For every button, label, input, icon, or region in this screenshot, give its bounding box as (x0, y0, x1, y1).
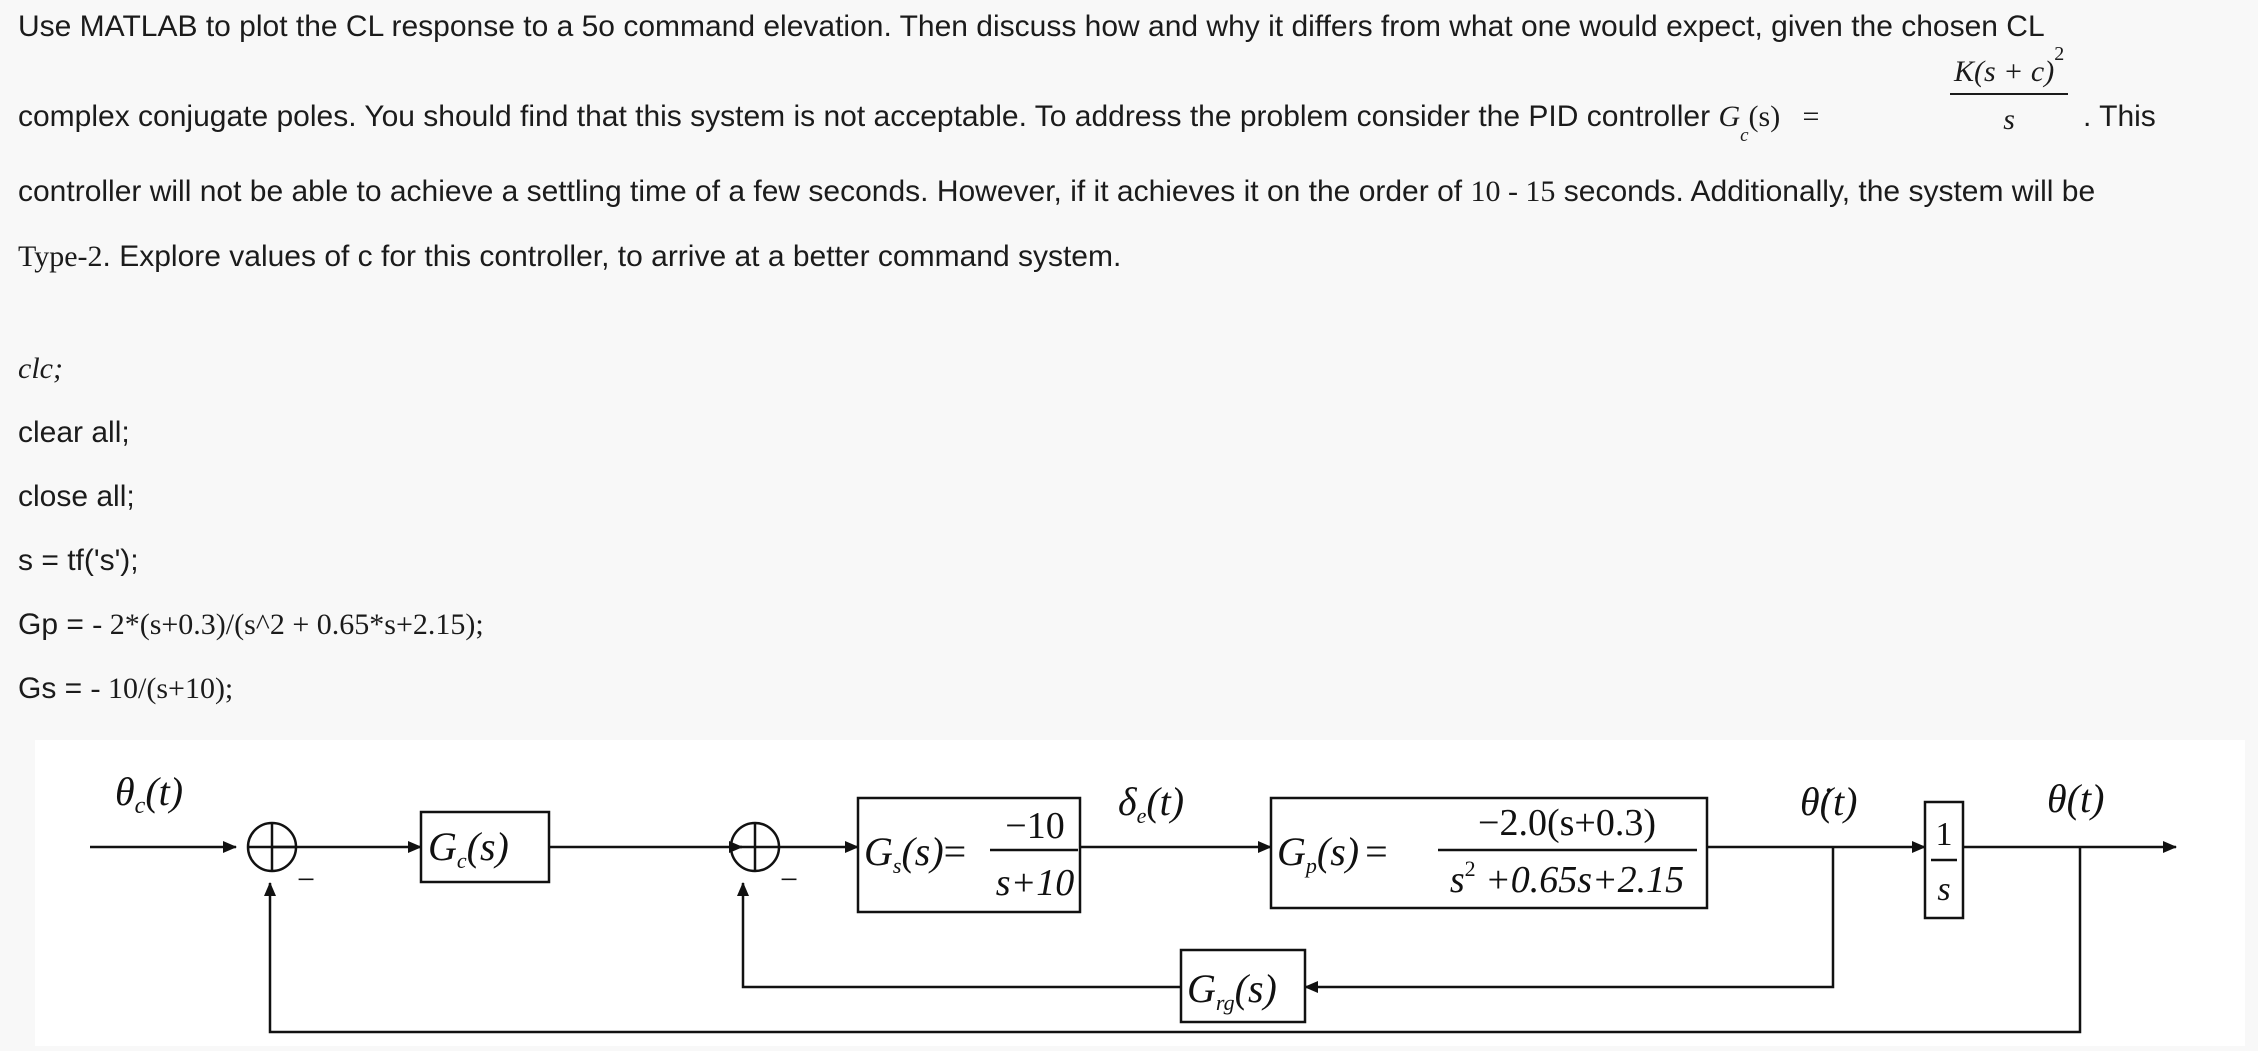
integrator-numerator: 1 (1935, 816, 1953, 853)
outer-feedback-arrow (270, 847, 2080, 1032)
sum1-minus: − (297, 861, 316, 897)
pid-exponent: 2 (2054, 43, 2065, 65)
problem-line-4: Type-2. Explore values of c for this controller, to arrive at a better command system. (18, 240, 1122, 273)
problem-line-2-text: complex conjugate poles. You should find that this system is not acceptable. To address the problem consider the PID controller (18, 100, 1711, 133)
pid-denominator: s (1950, 93, 2068, 135)
gs-denominator: s+10 (995, 862, 1075, 904)
code-line-gs: Gs = - 10/(s+10); (18, 672, 234, 705)
input-signal-label: $\theta_c(t)$ (115, 769, 184, 819)
gs-numerator: −10 (1005, 805, 1065, 847)
code-line-gp: Gp = - 2*(s+0.3)/(s^2 + 0.65*s+2.15); (18, 608, 484, 641)
pid-formula (1950, 43, 2068, 136)
gp-numerator: −2.0(s+0.3) (1478, 802, 1656, 844)
gp-label: $G_p(s)$ = (1277, 829, 1388, 878)
problem-line-2-end: . This (2083, 100, 2156, 133)
problem-line-1: Use MATLAB to plot the CL response to a 5o command elevation. Then discuss how and why it differs from what one would expect, given the chosen CL (18, 10, 2045, 43)
problem-line-2 (18, 100, 1833, 146)
output-signal-label: θ(t) (2047, 776, 2105, 821)
block-diagram-svg (35, 740, 2245, 1046)
code-line-close: close all; (18, 480, 135, 513)
gc-label: $G_c(s)$ (428, 824, 509, 873)
pid-numerator: K(s + c) (1954, 55, 2055, 88)
block-diagram (35, 740, 2245, 1046)
summing-junction-1 (248, 823, 296, 871)
code-line-clc: clc; (18, 352, 63, 385)
settling-range: 10 - 15 (1470, 175, 1556, 208)
equals-sign: = (1802, 100, 1820, 133)
type-2-label: Type-2 (18, 240, 103, 273)
pitch-rate-label: θ̇(t) (1800, 779, 1858, 824)
elevator-signal-label: $\delta_e(t)$ (1118, 779, 1185, 828)
summing-junction-2 (731, 823, 779, 871)
gp-denominator: $s^2 +0.65s+2.15$ (1449, 856, 1685, 901)
inner-feedback-arrow (743, 883, 1181, 987)
code-line-tf: s = tf('s'); (18, 544, 139, 577)
code-line-clear: clear all; (18, 416, 130, 449)
gs-label: $G_s(s)=$ (864, 829, 967, 878)
grg-label: $G_{rg}(s)$ (1187, 966, 1277, 1015)
gc-symbol: $G_c(s)$ (1718, 100, 1781, 146)
integrator-denominator: s (1937, 871, 1951, 908)
problem-line-3: controller will not be able to achieve a settling time of a few seconds. However, if it achieves it on the order of 10 - 15 seconds. Additionally, the system will be (18, 175, 2096, 208)
sum2-minus: − (780, 861, 799, 897)
